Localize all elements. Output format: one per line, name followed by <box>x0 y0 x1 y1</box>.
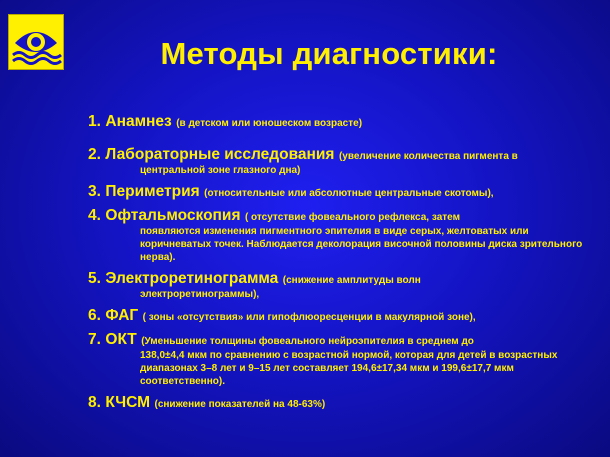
item-note-continued: 138,0±4,4 мкм по сравнению с возрастной нормой, которая для детей в возрастных диапазонах 3–8 лет и 9–15 лет составляет 194,6±17,34 мкм и 199,6±17,7 мкм соответственно). <box>140 350 558 387</box>
list-item <box>88 182 593 201</box>
item-number: 8. <box>88 394 101 411</box>
item-note: (увеличение количества пигмента в <box>338 151 518 162</box>
item-heading: ОКТ <box>105 331 137 348</box>
item-note-continued: появляются изменения пигментного эпителия в виде серых, желтоватых или коричневатых точек. Наблюдается деколорация височной половины диска зрительного нерва). <box>140 226 583 263</box>
list-item <box>88 306 593 325</box>
item-number: 4. <box>88 207 101 224</box>
item-note: ( зоны «отсутствия» или гипофлюоресценции в макулярной зоне), <box>142 312 476 323</box>
item-number: 2. <box>88 146 101 163</box>
item-number: 3. <box>88 183 101 200</box>
list-item <box>88 145 593 177</box>
methods-list <box>88 112 593 417</box>
list-item <box>88 206 593 264</box>
item-heading: Электроретинограмма <box>105 270 279 287</box>
item-note-continued: центральной зоне глазного дна) <box>140 165 301 176</box>
item-heading: Периметрия <box>105 183 200 200</box>
item-note-continued: электроретинограммы), <box>140 289 260 300</box>
list-item <box>88 393 593 412</box>
item-number: 5. <box>88 270 101 287</box>
item-note: (Уменьшение толщины фовеального нейроэпителия в среднем до <box>141 336 474 347</box>
item-note: ( отсутствие фовеального рефлекса, затем <box>244 212 460 223</box>
item-note: (снижение амплитуды волн <box>282 275 421 286</box>
item-number: 7. <box>88 331 101 348</box>
item-number: 1. <box>88 113 101 130</box>
list-item <box>88 112 593 131</box>
item-heading: Лабораторные исследования <box>105 146 335 163</box>
list-item <box>88 330 593 388</box>
item-number: 6. <box>88 307 101 324</box>
item-heading: КЧСМ <box>105 394 151 411</box>
item-heading: Офтальмоскопия <box>105 207 241 224</box>
item-note: (относительные или абсолютные центральные скотомы), <box>204 188 494 199</box>
item-note: (снижение показателей на 48-63%) <box>154 399 326 410</box>
list-item <box>88 269 593 301</box>
item-heading: Анамнез <box>105 113 172 130</box>
item-note: (в детском или юношеском возрасте) <box>176 118 363 129</box>
item-heading: ФАГ <box>105 307 139 324</box>
slide-title: Методы диагностики: <box>160 36 498 71</box>
